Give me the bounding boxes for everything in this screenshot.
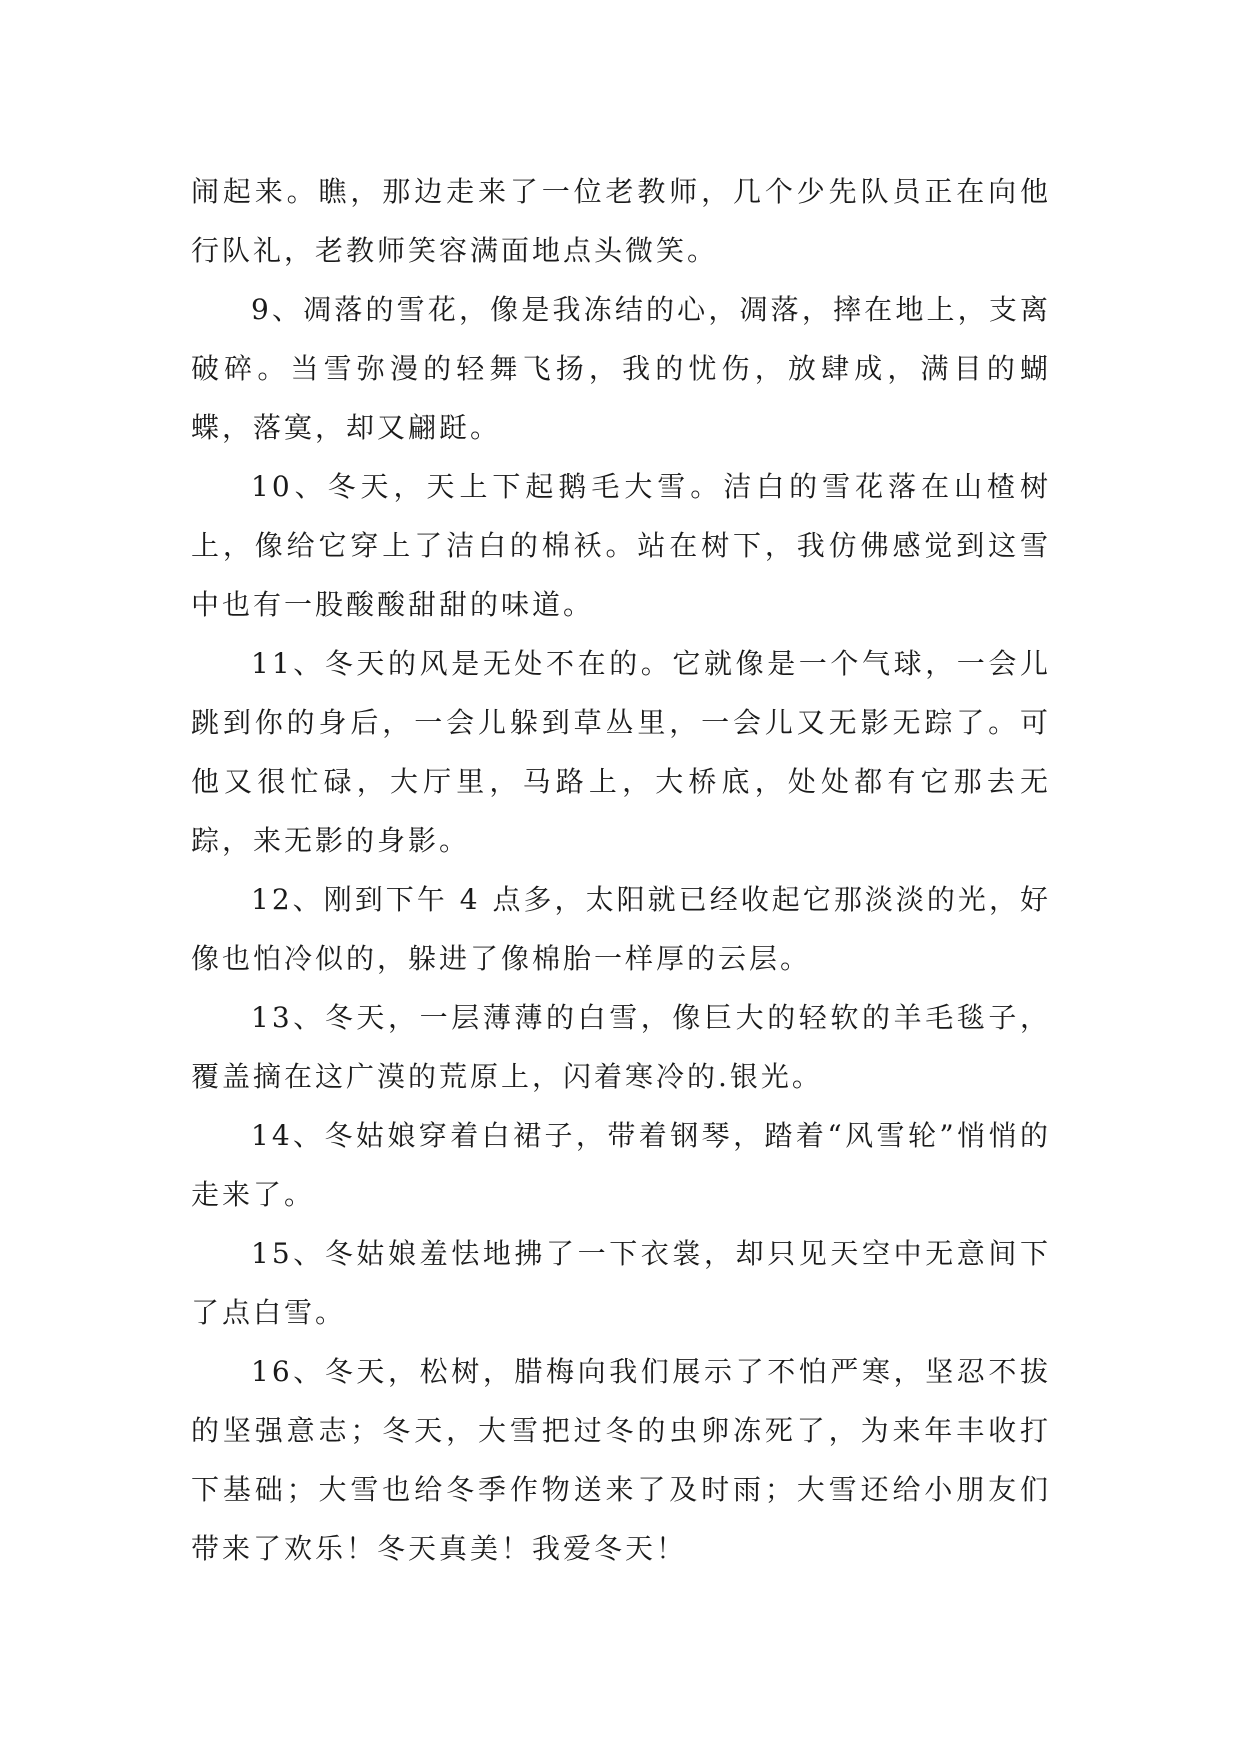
paragraph-item-12: 12、刚到下午 4 点多，太阳就已经收起它那淡淡的光，好像也怕冷似的，躲进了像棉胎一样厚的云层。 — [191, 883, 1051, 975]
paragraph-item-16: 16、冬天，松树，腊梅向我们展示了不怕严寒，坚忍不拔的坚强意志；冬天，大雪把过冬的虫卵冻死了，为来年丰收打下基础；大雪也给冬季作物送来了及时雨；大雪还给小朋友们带来了欢乐！冬天真美！我爱冬天！ — [191, 1355, 1051, 1565]
document-body — [191, 162, 1051, 1578]
paragraph-continuation: 闹起来。瞧，那边走来了一位老教师，几个少先队员正在向他行队礼，老教师笑容满面地点头微笑。 — [191, 175, 1051, 267]
paragraph-item-14: 14、冬姑娘穿着白裙子，带着钢琴，踏着“风雪轮”悄悄的走来了。 — [191, 1119, 1051, 1211]
paragraph-item-11: 11、冬天的风是无处不在的。它就像是一个气球，一会儿跳到你的身后，一会儿躲到草丛里，一会儿又无影无踪了。可他又很忙碌，大厅里，马路上，大桥底，处处都有它那去无踪，来无影的身影。 — [191, 647, 1051, 857]
paragraph-item-10: 10、冬天，天上下起鹅毛大雪。洁白的雪花落在山楂树上，像给它穿上了洁白的棉袄。站在树下，我仿佛感觉到这雪中也有一股酸酸甜甜的味道。 — [191, 470, 1051, 621]
paragraph-item-15: 15、冬姑娘羞怯地拂了一下衣裳，却只见天空中无意间下了点白雪。 — [191, 1237, 1051, 1329]
paragraph-item-13: 13、冬天，一层薄薄的白雪，像巨大的轻软的羊毛毯子，覆盖摘在这广漠的荒原上，闪着寒冷的.银光。 — [191, 1001, 1051, 1093]
paragraph-item-9: 9、凋落的雪花，像是我冻结的心，凋落，摔在地上，支离破碎。当雪弥漫的轻舞飞扬，我的忧伤，放肆成，满目的蝴蝶，落寞，却又翩跹。 — [191, 293, 1051, 444]
